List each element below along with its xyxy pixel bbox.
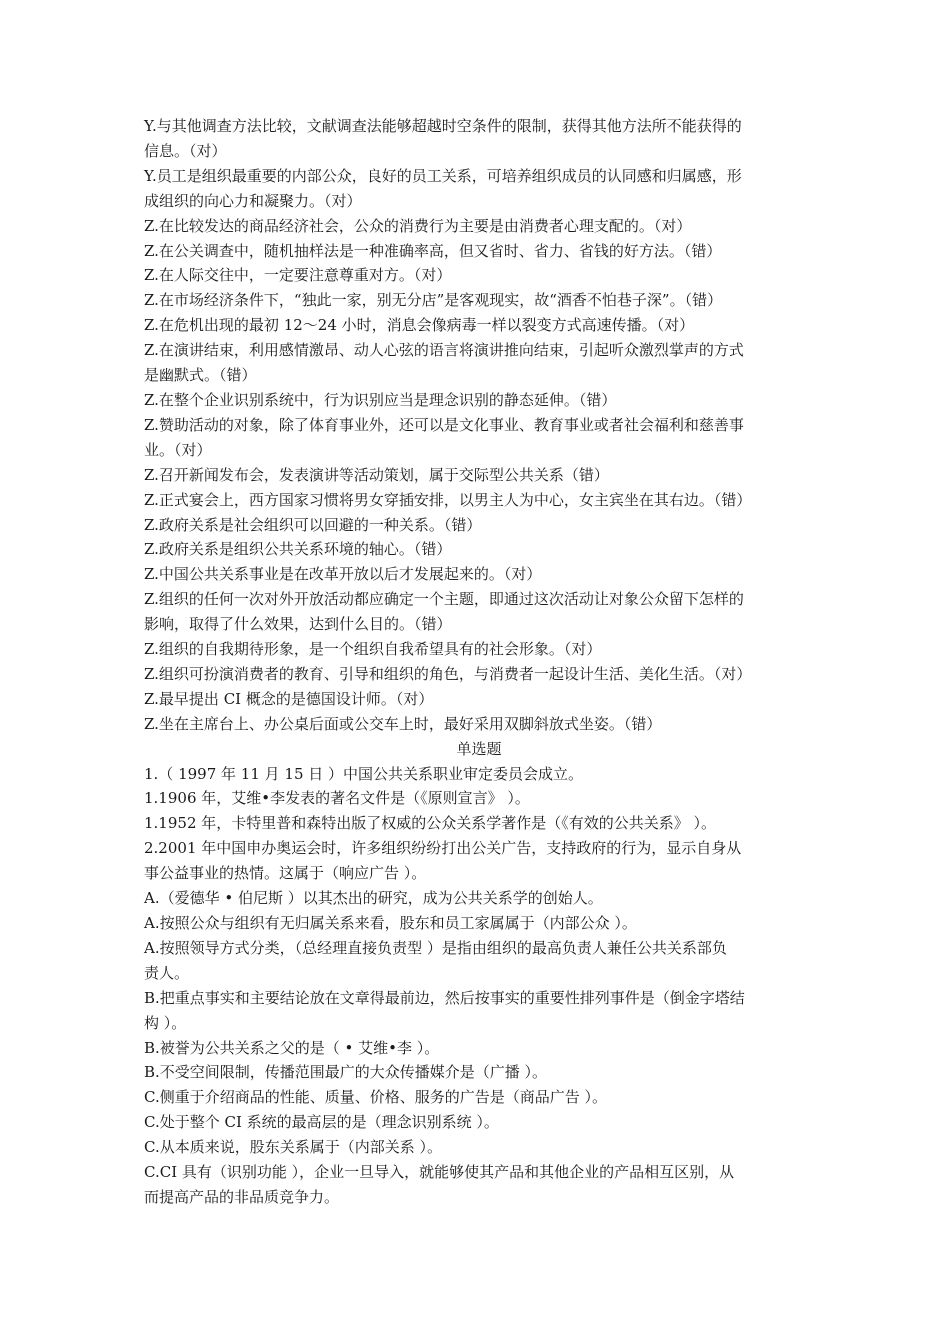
text-line: Z.组织可扮演消费者的教育、引导和组织的角色，与消费者一起设计生活、美化生活。（对） (144, 664, 752, 683)
text-line: 事公益事业的热情。这属于（响应广告 ）。 (144, 864, 427, 883)
text-line: Z.中国公共关系事业是在改革开放以后才发展起来的。（对） (144, 565, 542, 584)
text-line: Z.在危机出现的最初 12～24 小时，消息会像病毒一样以裂变方式高速传播。（对） (144, 316, 695, 335)
text-line: 业。（对） (144, 440, 212, 459)
text-line: C.从本质来说，股东关系属于（内部关系 ）。 (144, 1138, 442, 1157)
text-line: 1.1952 年，卡特里普和森特出版了权威的公众关系学著作是（《有效的公共关系》 ）。 (144, 814, 717, 833)
text-line: Y.员工是组织最重要的内部公众，良好的员工关系，可培养组织成员的认同感和归属感，形 (144, 166, 742, 185)
text-line: 1.（ 1997 年 11 月 15 日 ）中国公共关系职业审定委员会成立。 (144, 764, 584, 783)
single-choice-section (144, 762, 814, 1210)
text-line: C.CI 具有（识别功能 ），企业一旦导入，就能够使其产品和其他企业的产品相互区别，从 (144, 1163, 735, 1182)
text-line: Z.政府关系是社会组织可以回避的一种关系。（错） (144, 515, 482, 534)
text-line: Z.在市场经济条件下，“独此一家，别无分店”是客观现实，故“酒香不怕巷子深”。（错） (144, 291, 723, 310)
text-line: 2.2001 年中国申办奥运会时，许多组织纷纷打出公关广告，支持政府的行为，显示自身从 (144, 839, 742, 858)
text-line: B.把重点事实和主要结论放在文章得最前边，然后按事实的重要性排列事件是（倒金字塔结 (144, 988, 745, 1007)
text-line: Z.组织的任何一次对外开放活动都应确定一个主题，即通过这次活动让对象公众留下怎样的 (144, 590, 744, 609)
document-page (144, 114, 814, 1210)
text-line: 成组织的向心力和凝聚力。（对） (144, 191, 362, 210)
text-line: Y.与其他调查方法比较，文献调查法能够超越时空条件的限制，获得其他方法所不能获得的 (144, 117, 742, 135)
text-line: 1.1906 年，艾维•李发表的著名文件是（《原则宣言》 ）。 (144, 789, 530, 808)
text-line: Z.政府关系是组织公共关系环境的轴心。（错） (144, 540, 452, 559)
text-line: A.按照公众与组织有无归属关系来看，股东和员工家属属于（内部公众 ）。 (144, 914, 637, 932)
text-line: 信息。（对） (144, 141, 227, 160)
section-title: 单选题 (456, 739, 502, 758)
text-line: 而提高产品的非品质竞争力。 (144, 1187, 340, 1206)
text-line: Z.最早提出 CI 概念的是德国设计师。（对） (144, 689, 434, 708)
text-line: 是幽默式。（错） (144, 366, 257, 385)
true-false-section (144, 114, 814, 737)
text-line: 影响，取得了什么效果，达到什么目的。（错） (144, 615, 452, 634)
text-line: Z.组织的自我期待形象，是一个组织自我希望具有的社会形象。（对） (144, 640, 602, 659)
text-line: 构 ）。 (144, 1013, 187, 1032)
text-line: C.处于整个 CI 系统的最高层的是（理念识别系统 ）。 (144, 1113, 499, 1132)
text-line: 责人。 (144, 963, 190, 982)
text-line: Z.在整个企业识别系统中，行为识别应当是理念识别的静态延伸。（错） (144, 390, 617, 409)
text-line: Z.正式宴会上，西方国家习惯将男女穿插安排，以男主人为中心，女主宾坐在其右边。（错） (144, 490, 752, 509)
text-line: B.被誉为公共关系之父的是（ • 艾维•李 ）。 (144, 1038, 440, 1057)
text-line: B.不受空间限制，传播范围最广的大众传播媒介是（广播 ）。 (144, 1063, 548, 1082)
text-line: Z.赞助活动的对象，除了体育事业外，还可以是文化事业、教育事业或者社会福利和慈善事 (144, 415, 744, 434)
text-line: Z.在演讲结束，利用感情激昂、动人心弦的语言将演讲推向结束，引起听众激烈掌声的方式 (144, 341, 744, 360)
text-line: Z.在比较发达的商品经济社会，公众的消费行为主要是由消费者心理支配的。（对） (144, 216, 692, 235)
text-line: Z.在公关调查中，随机抽样法是一种准确率高，但又省时、省力、省钱的好方法。（错） (144, 241, 722, 260)
text-line: A.（爱德华 • 伯尼斯 ）以其杰出的研究，成为公共关系学的创始人。 (144, 889, 603, 908)
text-line: C.侧重于介绍商品的性能、质量、价格、服务的广告是（商品广告 ）。 (144, 1088, 607, 1107)
text-line: Z.召开新闻发布会，发表演讲等活动策划，属于交际型公共关系（错） (144, 465, 609, 484)
text-line: Z.坐在主席台上、办公桌后面或公交车上时，最好采用双脚斜放式坐姿。（错） (144, 714, 662, 733)
text-line: Z.在人际交往中，一定要注意尊重对方。（对） (144, 266, 452, 285)
text-line: A.按照领导方式分类，（总经理直接负责型 ）是指由组织的最高负责人兼任公共关系部负 (144, 938, 727, 957)
